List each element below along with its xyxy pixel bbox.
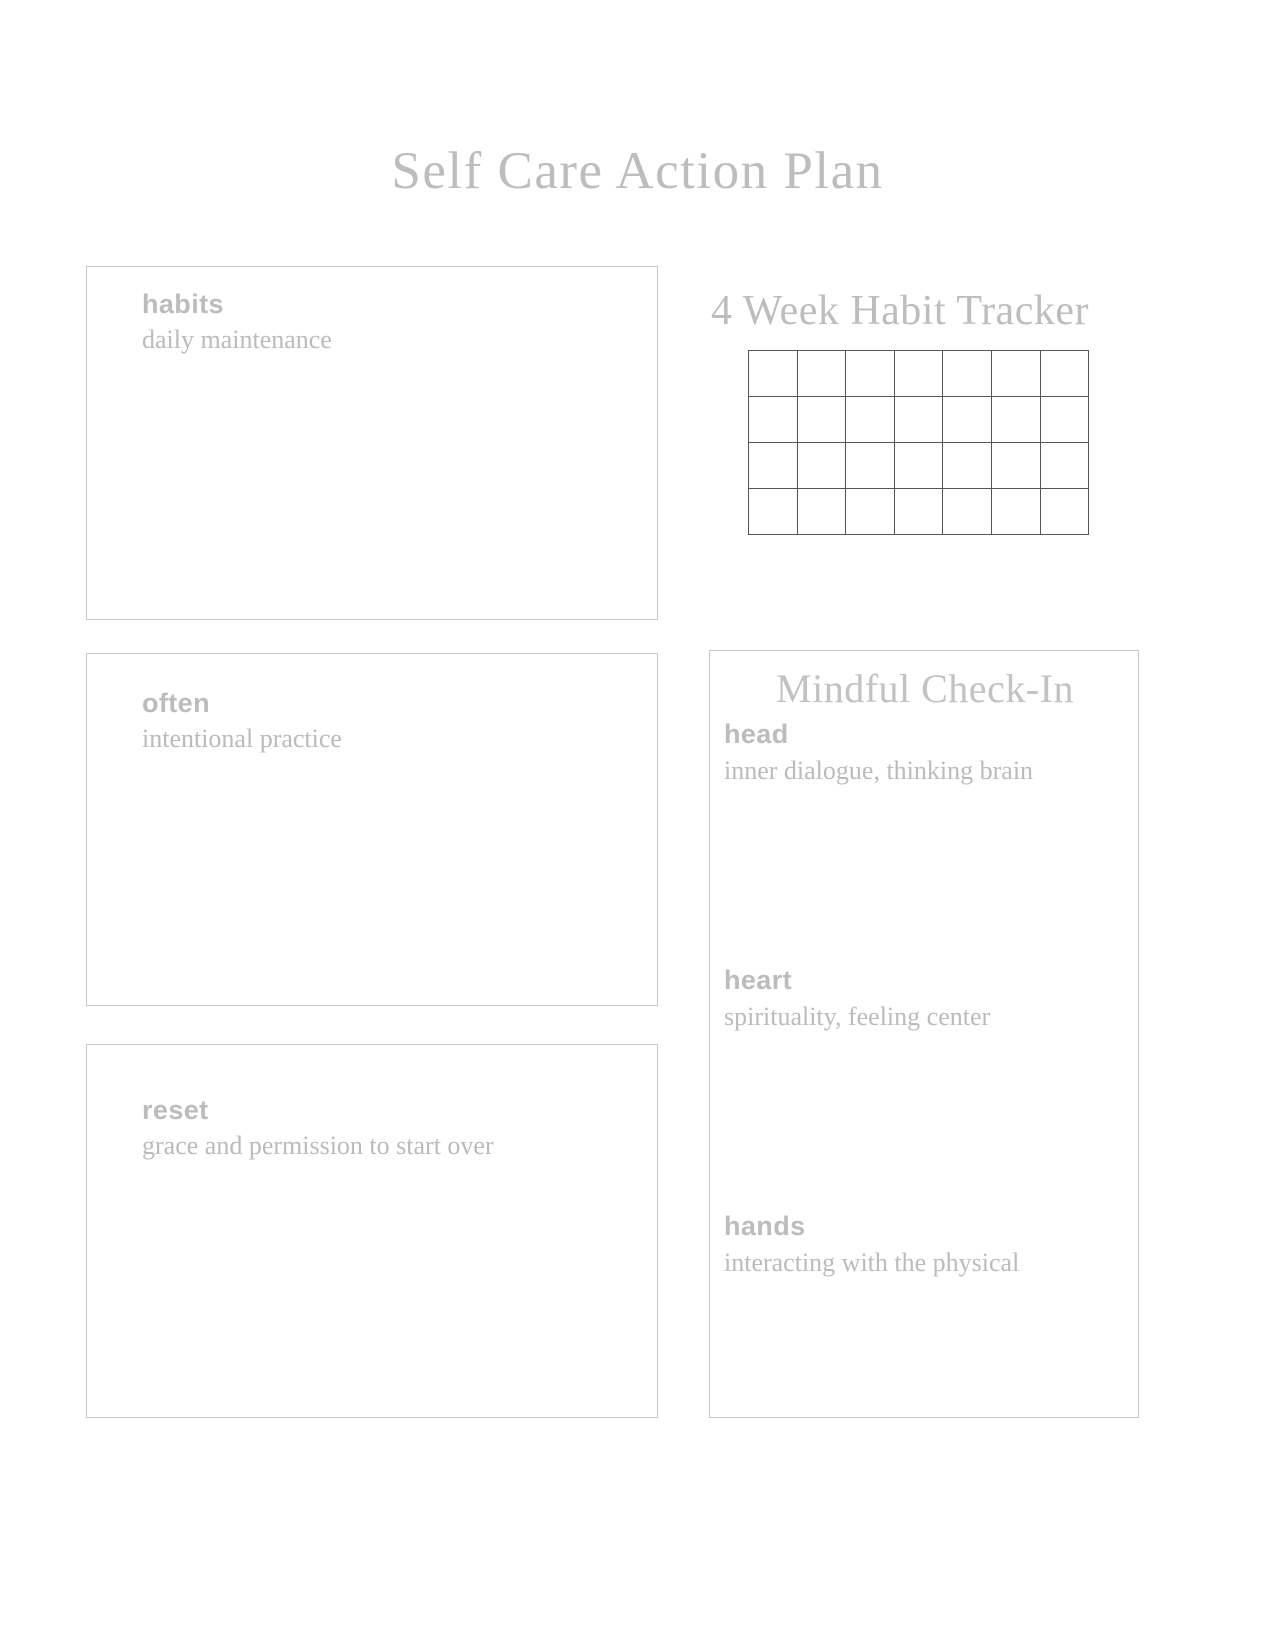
- habit-tracker-cell[interactable]: [895, 397, 944, 443]
- checkin-item-head[interactable]: [724, 721, 1033, 784]
- habit-tracker-cell[interactable]: [798, 443, 847, 489]
- habit-tracker-cell[interactable]: [1041, 443, 1090, 489]
- habit-tracker-title: 4 Week Habit Tracker: [711, 288, 1089, 334]
- habit-tracker-cell[interactable]: [943, 443, 992, 489]
- card-habits-subtitle: daily maintenance: [142, 325, 332, 354]
- habit-tracker-cell[interactable]: [992, 351, 1041, 397]
- habit-tracker-cell[interactable]: [749, 443, 798, 489]
- checkin-item-heart[interactable]: [724, 967, 990, 1030]
- checkin-heart-subtitle: spirituality, feeling center: [724, 1002, 991, 1031]
- habit-tracker-cell[interactable]: [1041, 351, 1090, 397]
- habit-tracker-cell[interactable]: [798, 397, 847, 443]
- habit-tracker-cell[interactable]: [943, 351, 992, 397]
- card-often-heading: often: [142, 688, 210, 718]
- habit-tracker-cell[interactable]: [798, 351, 847, 397]
- habit-tracker-cell[interactable]: [846, 351, 895, 397]
- card-habits[interactable]: [86, 266, 658, 620]
- habit-tracker-cell[interactable]: [992, 397, 1041, 443]
- card-reset-subtitle: grace and permission to start over: [142, 1131, 494, 1160]
- habit-tracker-cell[interactable]: [895, 489, 944, 535]
- habit-tracker-cell[interactable]: [749, 397, 798, 443]
- habit-tracker-cell[interactable]: [749, 351, 798, 397]
- habit-tracker-cell[interactable]: [1041, 397, 1090, 443]
- card-reset-heading: reset: [142, 1095, 209, 1125]
- habit-tracker-cell[interactable]: [1041, 489, 1090, 535]
- habit-tracker-cell[interactable]: [992, 443, 1041, 489]
- card-habits-heading: habits: [142, 289, 224, 319]
- checkin-head-subtitle: inner dialogue, thinking brain: [724, 756, 1034, 785]
- habit-tracker-cell[interactable]: [846, 489, 895, 535]
- mindful-checkin-title: Mindful Check-In: [776, 666, 1074, 711]
- habit-tracker-cell[interactable]: [895, 351, 944, 397]
- card-reset[interactable]: [86, 1044, 658, 1418]
- card-often[interactable]: [86, 653, 658, 1006]
- habit-tracker-cell[interactable]: [943, 489, 992, 535]
- checkin-head-heading: head: [724, 719, 789, 749]
- habit-tracker-cell[interactable]: [992, 489, 1041, 535]
- mindful-checkin-panel[interactable]: [709, 650, 1139, 1418]
- habit-tracker-cell[interactable]: [943, 397, 992, 443]
- checkin-item-hands[interactable]: [724, 1213, 1019, 1276]
- card-often-subtitle: intentional practice: [142, 724, 342, 753]
- checkin-hands-heading: hands: [724, 1211, 806, 1241]
- habit-tracker-cell[interactable]: [798, 489, 847, 535]
- habit-tracker-cell[interactable]: [895, 443, 944, 489]
- habit-tracker-grid: [748, 350, 1089, 535]
- habit-tracker-cell[interactable]: [846, 443, 895, 489]
- habit-tracker-cell[interactable]: [846, 397, 895, 443]
- page-title: Self Care Action Plan: [391, 142, 884, 200]
- habit-tracker-cell[interactable]: [749, 489, 798, 535]
- checkin-hands-subtitle: interacting with the physical: [724, 1248, 1020, 1277]
- checkin-heart-heading: heart: [724, 965, 793, 995]
